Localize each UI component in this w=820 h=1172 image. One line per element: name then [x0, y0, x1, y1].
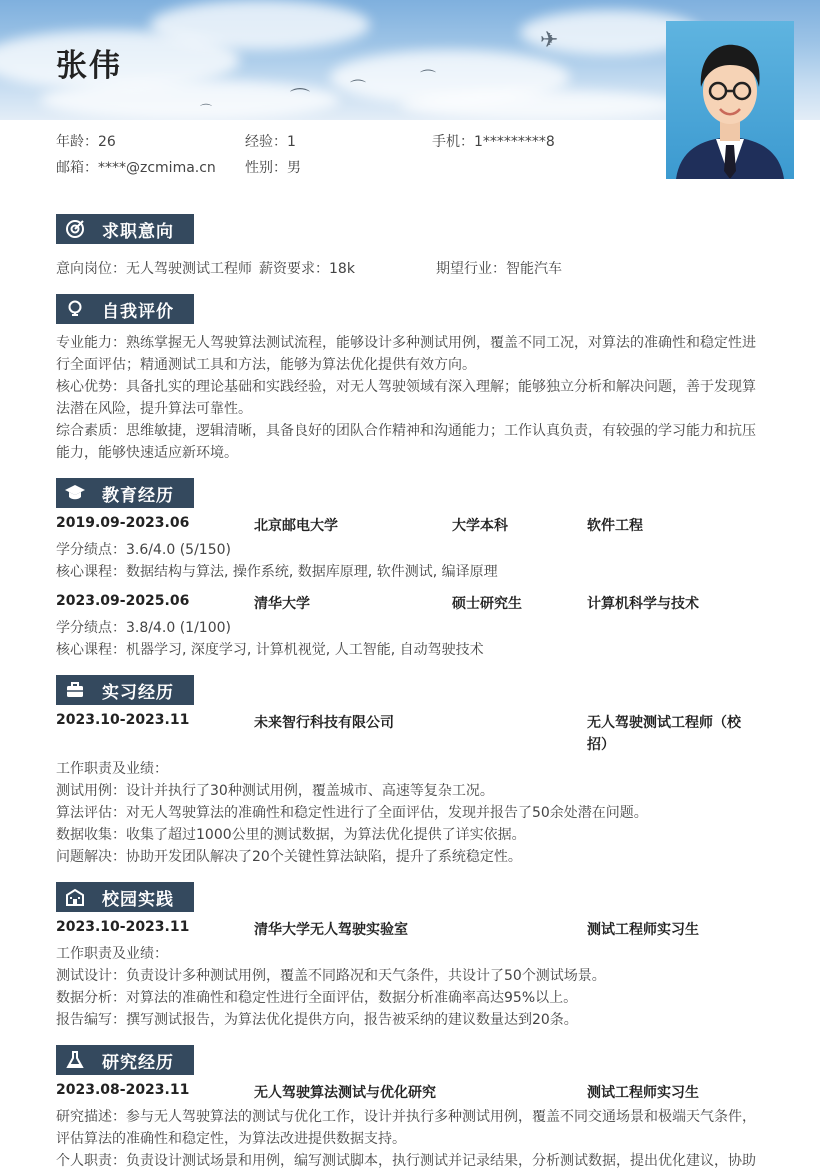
section-title: 研究经历: [102, 1052, 174, 1073]
self-eval-line: 核心优势：具备扎实的理论基础和实践经验，对无人驾驶领域有深入理解；能够独立分析和解决问题，善于发现算: [56, 379, 756, 395]
self-eval-line: 综合素质：思维敏捷，逻辑清晰，具备良好的团队合作精神和沟通能力；工作认真负责，有较强的学习能力和抗压: [56, 423, 756, 439]
bird-icon: ⌒: [350, 78, 367, 97]
self-eval-line: 行全面评估；精通测试工具和方法，能够为算法优化提供有效方向。: [56, 357, 476, 373]
section-header-internship: [56, 675, 194, 705]
section-header-campus: [56, 882, 194, 912]
education-period: 2023.09-2025.06: [56, 593, 190, 609]
campus-entry-header: [56, 919, 766, 941]
education-gpa: 学分绩点：3.6/4.0 (5/150): [56, 542, 231, 558]
education-entry-header: [56, 515, 766, 537]
education-period: 2019.09-2023.06: [56, 515, 190, 531]
education-entry-header: [56, 593, 766, 615]
research-entry-header: [56, 1082, 766, 1104]
internship-line: 数据收集：收集了超过1000公里的测试数据，为算法优化提供了详实依据。: [56, 827, 526, 843]
education-courses: 核心课程：数据结构与算法, 操作系统, 数据库原理, 软件测试, 编译原理: [56, 564, 498, 580]
campus-line: 报告编写：撰写测试报告，为算法优化提供方向，报告被采纳的建议数量达到20条。: [56, 1012, 578, 1028]
internship-company: 未来智行科技有限公司: [254, 715, 394, 731]
intent-salary: 薪资要求：18k: [259, 261, 355, 277]
internship-line: 工作职责及业绩：: [56, 761, 168, 777]
education-major: 软件工程: [587, 518, 643, 534]
research-period: 2023.08-2023.11: [56, 1082, 190, 1098]
research-role: 测试工程师实习生: [587, 1085, 699, 1101]
school-building-icon: [60, 882, 90, 912]
section-header-intent: [56, 214, 194, 244]
education-degree: 硕士研究生: [452, 596, 522, 612]
education-degree: 大学本科: [452, 518, 508, 534]
bird-icon: ⌒: [290, 86, 310, 110]
self-eval-line: 能力，能够快速适应新环境。: [56, 445, 238, 461]
campus-role: 测试工程师实习生: [587, 922, 699, 938]
research-line: 研究描述：参与无人驾驶算法的测试与优化工作，设计并执行多种测试用例，覆盖不同交通场景和极端天气条件，: [56, 1109, 756, 1125]
briefcase-icon: [60, 675, 90, 705]
campus-line: 工作职责及业绩：: [56, 946, 168, 962]
bird-icon: ✈: [540, 28, 559, 53]
info-phone: 手机：1*********8: [432, 134, 555, 150]
flask-icon: [60, 1045, 90, 1075]
education-gpa: 学分绩点：3.8/4.0 (1/100): [56, 620, 231, 636]
internship-role-continued: 招）: [587, 737, 615, 753]
campus-line: 数据分析：对算法的准确性和稳定性进行全面评估，数据分析准确率高达95%以上。: [56, 990, 578, 1006]
section-header-education: [56, 478, 194, 508]
avatar-illustration: [666, 21, 794, 179]
internship-line: 测试用例：设计并执行了30种测试用例，覆盖城市、高速等复杂工况。: [56, 783, 494, 799]
campus-org: 清华大学无人驾驶实验室: [254, 922, 408, 938]
section-header-self-eval: [56, 294, 194, 324]
internship-period: 2023.10-2023.11: [56, 712, 190, 728]
research-project: 无人驾驶算法测试与优化研究: [254, 1085, 436, 1101]
info-experience: 经验：1: [245, 134, 296, 150]
intent-industry: 期望行业：智能汽车: [436, 261, 562, 277]
self-eval-line: 法潜在风险，提升算法可靠性。: [56, 401, 252, 417]
intent-position: 意向岗位：无人驾驶测试工程师: [56, 261, 252, 277]
education-school: 清华大学: [254, 596, 310, 612]
campus-line: 测试设计：负责设计多种测试用例，覆盖不同路况和天气条件，共设计了50个测试场景。: [56, 968, 606, 984]
education-major: 计算机科学与技术: [587, 596, 699, 612]
research-line: 个人职责：负责设计测试场景和用例，编写测试脚本，执行测试并记录结果，分析测试数据，提出优化建议，协助: [56, 1153, 756, 1169]
candidate-name: 张伟: [56, 48, 122, 84]
info-age: 年龄：26: [56, 134, 116, 150]
graduation-cap-icon: [60, 478, 90, 508]
education-courses: 核心课程：机器学习, 深度学习, 计算机视觉, 人工智能, 自动驾驶技术: [56, 642, 484, 658]
section-title: 教育经历: [102, 485, 174, 506]
target-icon: [60, 214, 90, 244]
internship-line: 算法评估：对无人驾驶算法的准确性和稳定性进行了全面评估，发现并报告了50余处潜在问题。: [56, 805, 648, 821]
bird-icon: ⌒: [420, 68, 437, 87]
internship-entry-header: [56, 712, 766, 756]
profile-photo: [666, 21, 794, 179]
internship-role: 无人驾驶测试工程师（校: [587, 715, 741, 731]
section-title: 实习经历: [102, 682, 174, 703]
bird-icon: ⌒: [200, 103, 213, 117]
research-line: 评估算法的准确性和稳定性，为算法改进提供数据支持。: [56, 1131, 406, 1147]
campus-period: 2023.10-2023.11: [56, 919, 190, 935]
internship-line: 问题解决：协助开发团队解决了20个关键性算法缺陷，提升了系统稳定性。: [56, 849, 522, 865]
info-gender: 性别：男: [245, 160, 301, 176]
education-school: 北京邮电大学: [254, 518, 338, 534]
section-title: 校园实践: [102, 889, 174, 910]
self-eval-line: 专业能力：熟练掌握无人驾驶算法测试流程，能够设计多种测试用例，覆盖不同工况，对算法的准确性和稳定性进: [56, 335, 756, 351]
section-title: 求职意向: [102, 221, 174, 242]
section-title: 自我评价: [102, 301, 174, 322]
info-email: 邮箱：****@zcmima.cn: [56, 160, 216, 176]
section-header-research: [56, 1045, 194, 1075]
lightbulb-icon: [60, 294, 90, 324]
